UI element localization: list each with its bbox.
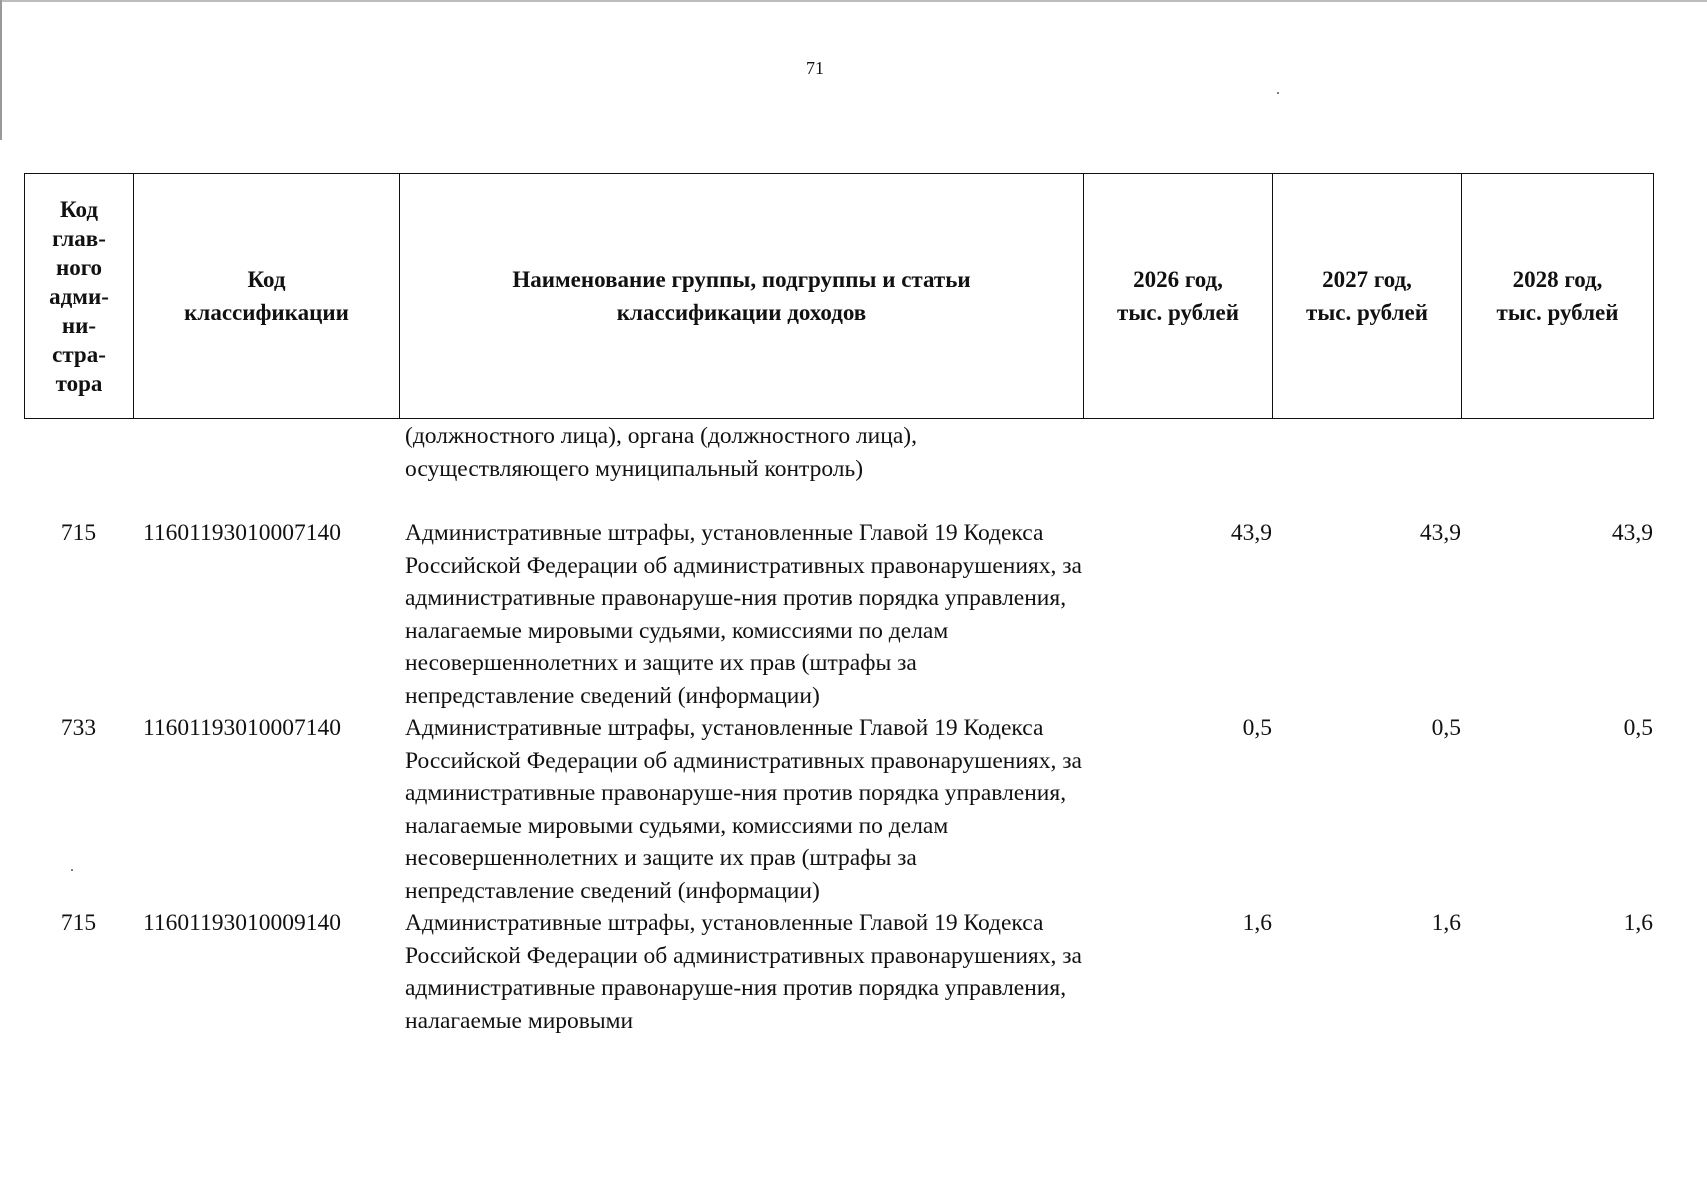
classification-code-cell: 11601193010007140	[143, 520, 342, 546]
admin-code-cell: 715	[60, 520, 97, 546]
revenue-name-cell: Административные штрафы, установленные Главой 19 Кодекса Российской Федерации об административных правонарушениях, за административные правонаруше-ния против порядка управления, налагаемые мировыми судьями, комиссиями по делам несовершеннолетних и защите их прав (штрафы за непредставление сведений (информации)	[405, 715, 1082, 904]
revenue-name-cell: Административные штрафы, установленные Главой 19 Кодекса Российской Федерации об административных правонарушениях, за административные правонаруше-ния против порядка управления, налагаемые мировыми	[405, 910, 1082, 1034]
continuation-text: (должностного лица), органа (должностного лица), осуществляющего муниципальный контроль)	[405, 423, 917, 482]
value-2028-cell: 0,5	[1623, 715, 1653, 741]
value-2028-cell: 43,9	[1611, 520, 1653, 546]
admin-code-cell: 733	[60, 715, 97, 741]
value-2027-cell: 1,6	[1431, 910, 1461, 936]
table-body	[24, 420, 1654, 1037]
header-admin-code: Код глав- ного адми- ни- стра- тора	[25, 174, 134, 419]
table-row	[24, 712, 1654, 907]
table-row	[24, 907, 1654, 1037]
admin-code-cell: 715	[60, 910, 97, 936]
value-2028-cell: 1,6	[1623, 910, 1653, 936]
value-2027-cell: 43,9	[1419, 520, 1461, 546]
header-2026: 2026 год, тыс. рублей	[1084, 174, 1273, 419]
table-row	[24, 517, 1654, 712]
value-2026-cell: 0,5	[1242, 715, 1272, 741]
revenue-table-header	[24, 173, 1654, 419]
scan-top-edge	[0, 0, 1707, 2]
value-2027-cell: 0,5	[1431, 715, 1461, 741]
classification-code-cell: 11601193010007140	[143, 715, 342, 741]
header-2028: 2028 год, тыс. рублей	[1462, 174, 1654, 419]
header-classification-code: Код классификации	[134, 174, 400, 419]
page-number: 71	[806, 58, 824, 78]
header-revenue-name: Наименование группы, подгруппы и статьи классификации доходов	[400, 174, 1084, 419]
header-2027: 2027 год, тыс. рублей	[1273, 174, 1462, 419]
value-2026-cell: 43,9	[1230, 520, 1272, 546]
scan-speck	[1277, 92, 1279, 94]
value-2026-cell: 1,6	[1242, 910, 1272, 936]
revenue-name-cell: Административные штрафы, установленные Главой 19 Кодекса Российской Федерации об административных правонарушениях, за административные правонаруше-ния против порядка управления, налагаемые мировыми судьями, комиссиями по делам несовершеннолетних и защите их прав (штрафы за непредставление сведений (информации)	[405, 520, 1082, 709]
classification-code-cell: 11601193010009140	[143, 910, 342, 936]
continuation-row	[24, 420, 1654, 485]
